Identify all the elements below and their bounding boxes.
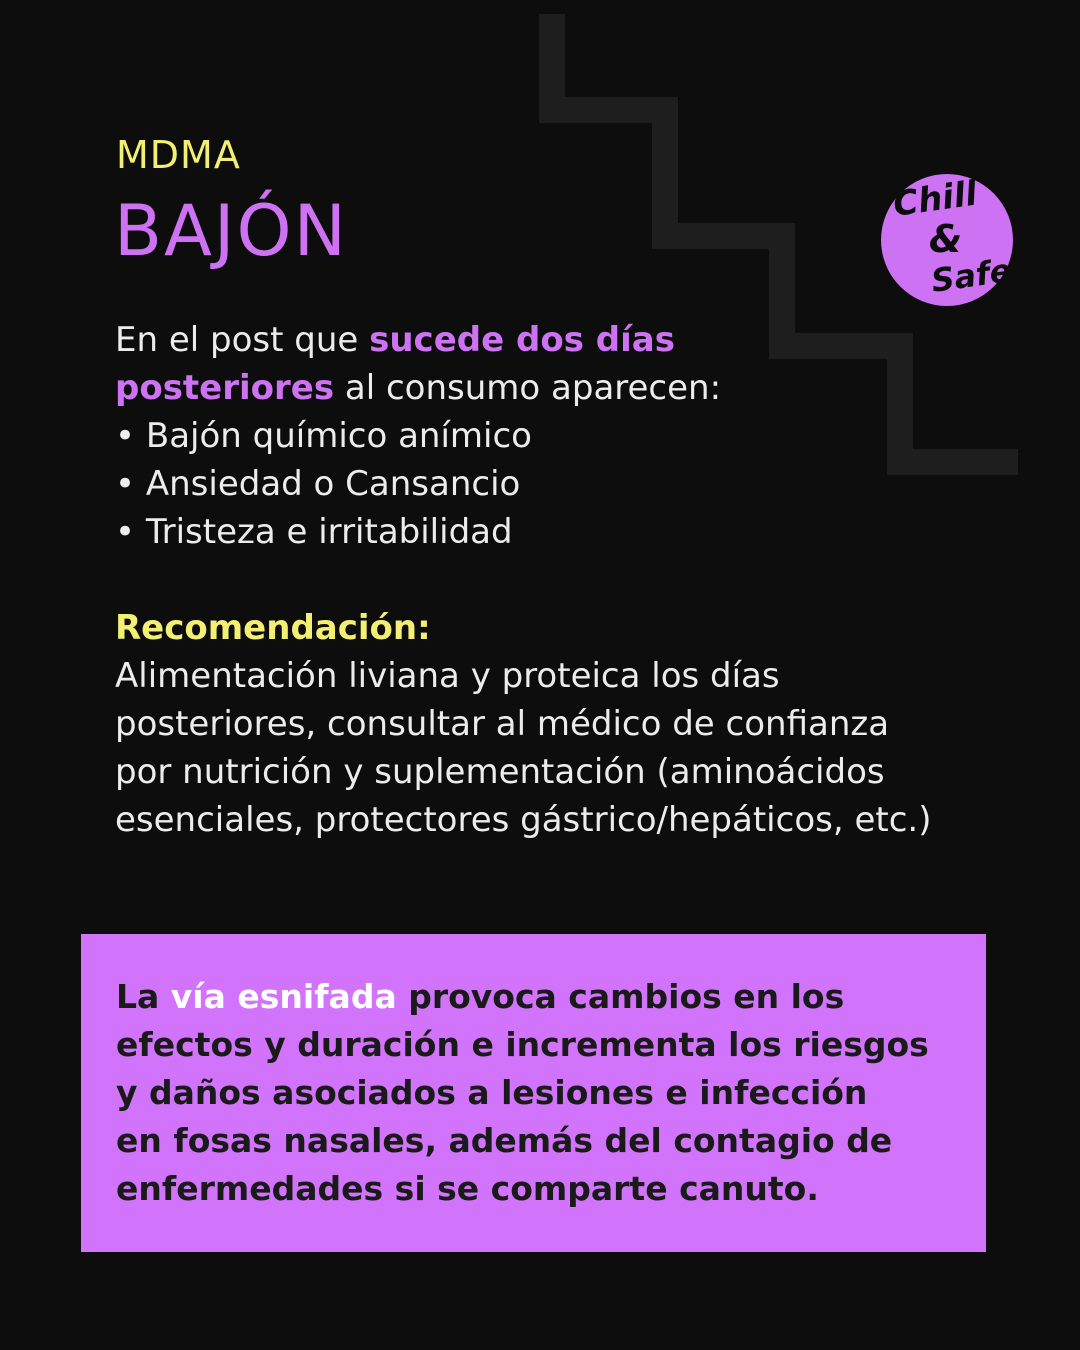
symptom-item: • Tristeza e irritabilidad — [115, 512, 513, 552]
recommendation-line: posteriores, consultar al médico de confianza — [115, 704, 890, 744]
intro-highlight: sucede dos días — [369, 320, 675, 360]
recommendation-heading: Recomendación: — [115, 608, 431, 648]
logo-word-chill: Chill — [890, 174, 980, 225]
callout-line: en fosas nasales, además del contagio de — [116, 1121, 893, 1160]
topic-label: MDMA — [116, 133, 241, 177]
chill-and-safe-logo — [881, 174, 1013, 306]
intro-text: En el post que — [115, 320, 370, 360]
intro-highlight: posteriores — [115, 368, 335, 408]
logo-word-safe: Safe — [928, 251, 1013, 300]
callout-line: y daños asociados a lesiones e infección — [116, 1073, 868, 1112]
recommendation-line: por nutrición y suplementación (aminoácidos — [115, 752, 885, 792]
section-spacer — [115, 556, 1045, 604]
callout-line: enfermedades si se comparte canuto. — [116, 1169, 819, 1208]
symptom-item: • Ansiedad o Cansancio — [115, 464, 521, 504]
callout-line: efectos y duración e incrementa los riesgos — [116, 1025, 929, 1064]
callout-line-1 — [116, 973, 966, 1021]
symptom-item: • Bajón químico anímico — [115, 416, 532, 456]
callout-suffix: provoca cambios en los — [396, 977, 845, 1016]
logo-ampersand: & — [929, 217, 963, 261]
intro-text: al consumo aparecen: — [334, 368, 722, 408]
callout-prefix: La — [116, 977, 171, 1016]
intro-line-1 — [115, 316, 1045, 364]
recommendation-line: Alimentación liviana y proteica los días — [115, 656, 780, 696]
callout-text — [116, 973, 966, 1213]
intro-line-2 — [115, 364, 1045, 412]
recommendation-line: esenciales, protectores gástrico/hepáticos, etc.) — [115, 800, 932, 840]
warning-callout-box — [81, 934, 986, 1252]
page-title: BAJÓN — [114, 190, 349, 272]
callout-highlight: vía esnifada — [170, 977, 397, 1016]
main-content — [115, 316, 1045, 844]
